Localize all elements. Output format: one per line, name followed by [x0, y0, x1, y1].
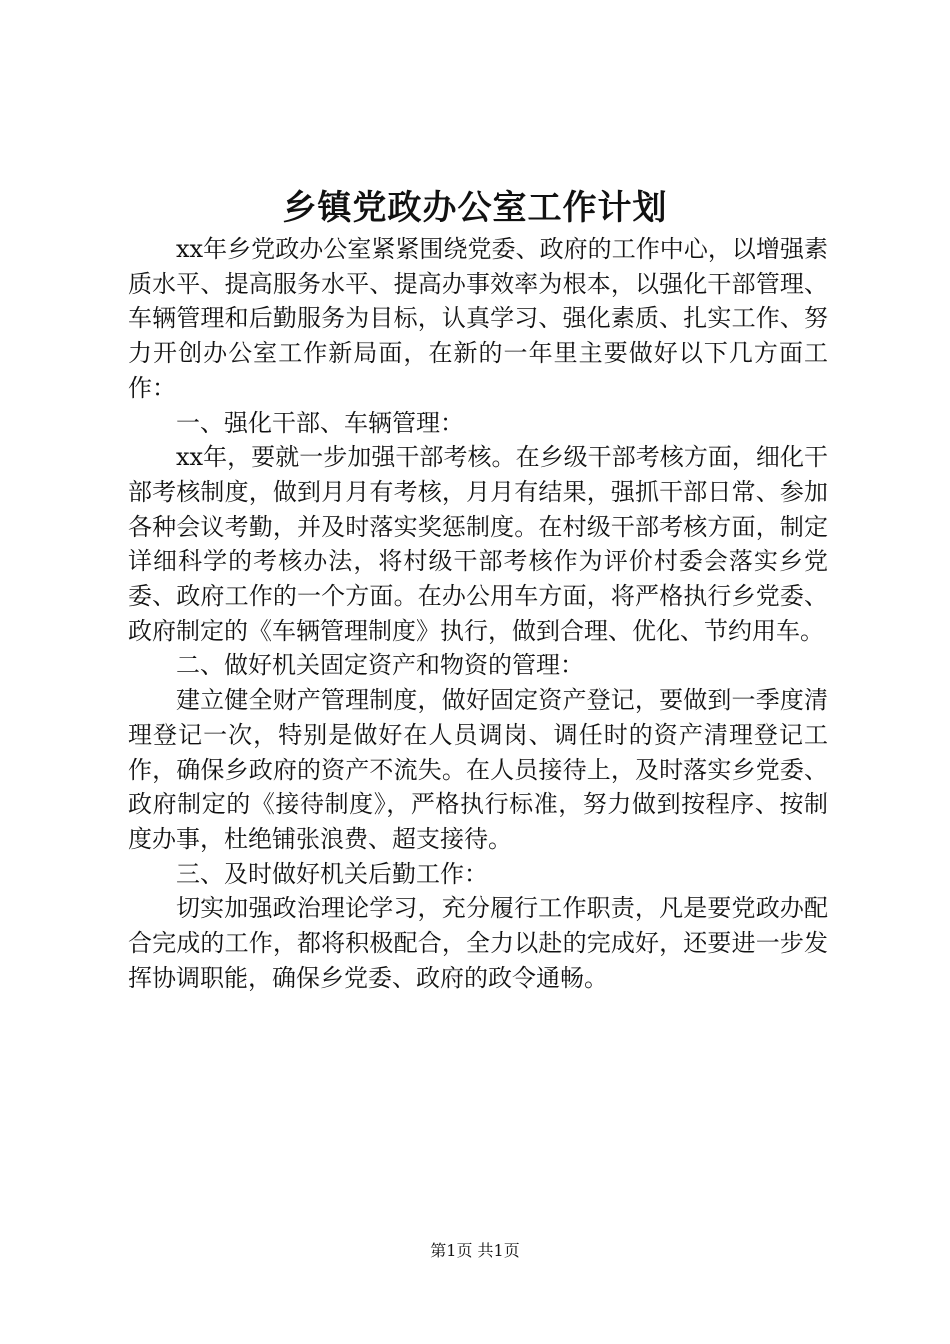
paragraph-section-1: xx年，要就一步加强干部考核。在乡级干部考核方面，细化干部考核制度，做到月月有考核，月月有结果，强抓干部日常、参加各种会议考勤，并及时落实奖惩制度。在村级干部考核方面，制定详细科学的考核办法，将村级干部考核作为评价村委会落实乡党委、政府工作的一个方面。在办公用车方面，将严格执行乡党委、政府制定的《车辆管理制度》执行，做到合理、优化、节约用车。 — [128, 443, 828, 645]
paragraph-section-3: 切实加强政治理论学习，充分履行工作职责，凡是要党政办配合完成的工作，都将积极配合，全力以赴的完成好，还要进一步发挥协调职能，确保乡党委、政府的政令通畅。 — [128, 894, 828, 992]
paragraph-section-2: 建立健全财产管理制度，做好固定资产登记，要做到一季度清理登记一次，特别是做好在人员调岗、调任时的资产清理登记工作，确保乡政府的资产不流失。在人员接待上，及时落实乡党委、政府制定的《接待制度》，严格执行标准，努力做到按程序、按制度办事，杜绝铺张浪费、超支接待。 — [128, 686, 828, 853]
page-number-footer: 第1页 共1页 — [430, 1241, 520, 1260]
section-heading-3: 三、及时做好机关后勤工作： — [176, 859, 488, 888]
section-heading-2: 二、做好机关固定资产和物资的管理： — [176, 651, 584, 680]
document-title: 乡镇党政办公室工作计划 — [282, 188, 668, 228]
document-body — [128, 232, 828, 995]
paragraph-intro: xx年乡党政办公室紧紧围绕党委、政府的工作中心，以增强素质水平、提高服务水平、提高办事效率为根本，以强化干部管理、车辆管理和后勤服务为目标，认真学习、强化素质、扎实工作、努力开创办公室工作新局面，在新的一年里主要做好以下几方面工作： — [128, 235, 828, 402]
section-heading-1: 一、强化干部、车辆管理： — [176, 408, 464, 437]
